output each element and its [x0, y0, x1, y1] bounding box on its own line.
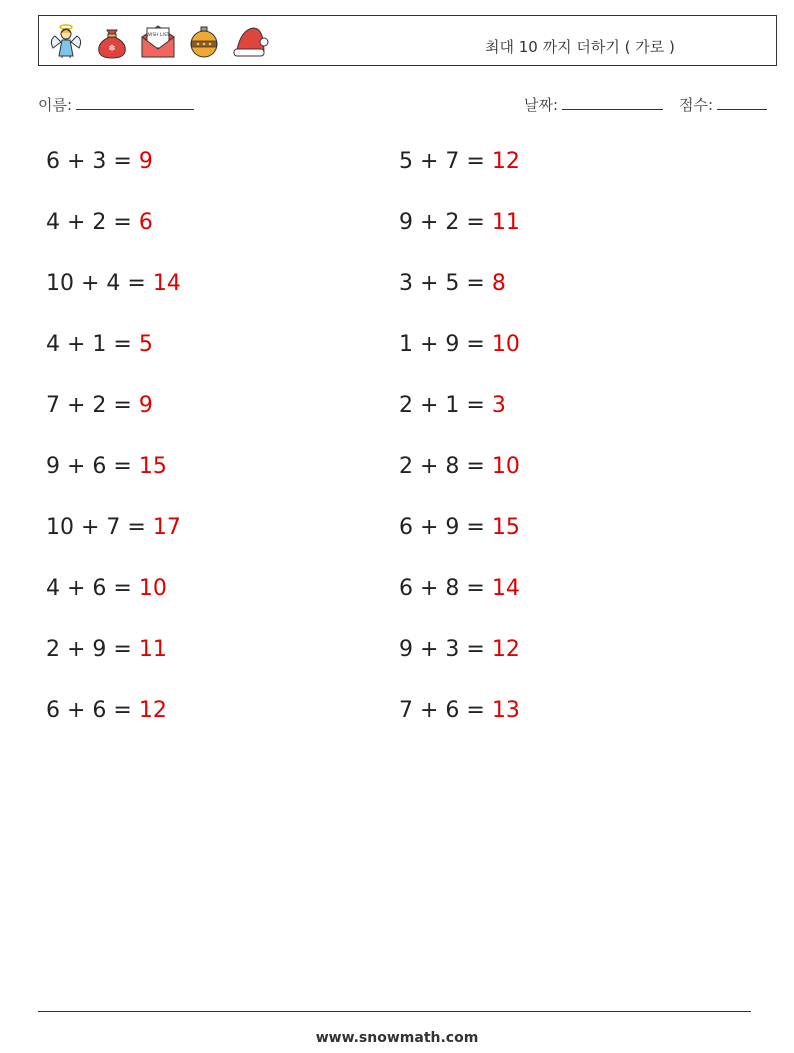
problem-question: 6 + 6 = — [46, 698, 139, 723]
problem — [46, 637, 167, 662]
svg-text:WISH LIST: WISH LIST — [146, 33, 170, 38]
angel-icon — [47, 22, 85, 60]
problem-question: 6 + 8 = — [399, 576, 492, 601]
footer-website: www.snowmath.com — [315, 1030, 479, 1046]
problem-answer: 3 — [491, 393, 506, 418]
ornament-ball-icon — [185, 22, 223, 60]
problem — [399, 515, 520, 540]
problem-question: 5 + 7 = — [399, 149, 492, 174]
problem-answer: 9 — [138, 149, 153, 174]
problem-question: 6 + 3 = — [46, 149, 139, 174]
problem-question: 3 + 5 = — [399, 271, 492, 296]
problem-answer: 11 — [138, 637, 167, 662]
problem — [399, 698, 520, 723]
problem-answer: 5 — [138, 332, 153, 357]
problem-answer: 12 — [491, 637, 520, 662]
problem — [399, 454, 520, 479]
problem-answer: 12 — [491, 149, 520, 174]
date-field — [524, 94, 663, 115]
problem — [399, 271, 506, 296]
problem-question: 1 + 9 = — [399, 332, 492, 357]
problem-answer: 9 — [138, 393, 153, 418]
problem — [46, 393, 153, 418]
page-title: 최대 10 까지 더하기 ( 가로 ) — [485, 38, 675, 56]
problem — [399, 576, 520, 601]
name-blank — [76, 95, 194, 110]
problem — [46, 332, 153, 357]
problem — [399, 149, 520, 174]
gift-sack-icon — [93, 22, 131, 60]
problem — [46, 210, 153, 235]
name-label: 이름: — [38, 96, 73, 114]
problem — [46, 454, 167, 479]
score-blank — [717, 95, 767, 110]
problem-question: 9 + 2 = — [399, 210, 492, 235]
footer-divider — [38, 1011, 751, 1012]
problem-question: 2 + 9 = — [46, 637, 139, 662]
problem-question: 4 + 6 = — [46, 576, 139, 601]
problem-question: 10 + 7 = — [46, 515, 153, 540]
problem — [399, 210, 520, 235]
problem-answer: 14 — [152, 271, 181, 296]
worksheet-header — [38, 15, 777, 66]
problem-question: 10 + 4 = — [46, 271, 153, 296]
problem-answer: 6 — [138, 210, 153, 235]
problem-answer: 8 — [491, 271, 506, 296]
date-label: 날짜: — [524, 96, 559, 114]
problem — [46, 149, 153, 174]
problem — [46, 515, 181, 540]
problem-question: 4 + 1 = — [46, 332, 139, 357]
problem-answer: 15 — [138, 454, 167, 479]
problem-answer: 10 — [491, 332, 520, 357]
problem — [46, 271, 181, 296]
problem-question: 4 + 2 = — [46, 210, 139, 235]
problem-question: 9 + 3 = — [399, 637, 492, 662]
score-field — [679, 94, 767, 115]
problem-question: 7 + 2 = — [46, 393, 139, 418]
name-field — [38, 94, 194, 115]
problem-question: 7 + 6 = — [399, 698, 492, 723]
problem-answer: 13 — [491, 698, 520, 723]
santa-hat-icon — [231, 22, 269, 60]
problem — [399, 637, 520, 662]
problem-question: 9 + 6 = — [46, 454, 139, 479]
problem-question: 2 + 8 = — [399, 454, 492, 479]
problem-answer: 10 — [491, 454, 520, 479]
header-icons — [47, 22, 269, 60]
date-blank — [562, 95, 663, 110]
problem-answer: 17 — [152, 515, 181, 540]
problem-answer: 15 — [491, 515, 520, 540]
problem-answer: 14 — [491, 576, 520, 601]
score-label: 점수: — [679, 96, 714, 114]
problem-answer: 12 — [138, 698, 167, 723]
problem-question: 6 + 9 = — [399, 515, 492, 540]
problem-question: 2 + 1 = — [399, 393, 492, 418]
problem — [399, 332, 520, 357]
problem — [399, 393, 506, 418]
svg-text:❄: ❄ — [108, 44, 116, 54]
problem-answer: 11 — [491, 210, 520, 235]
problem — [46, 698, 167, 723]
problem — [46, 576, 167, 601]
problem-answer: 10 — [138, 576, 167, 601]
letter-envelope-icon — [139, 22, 177, 60]
